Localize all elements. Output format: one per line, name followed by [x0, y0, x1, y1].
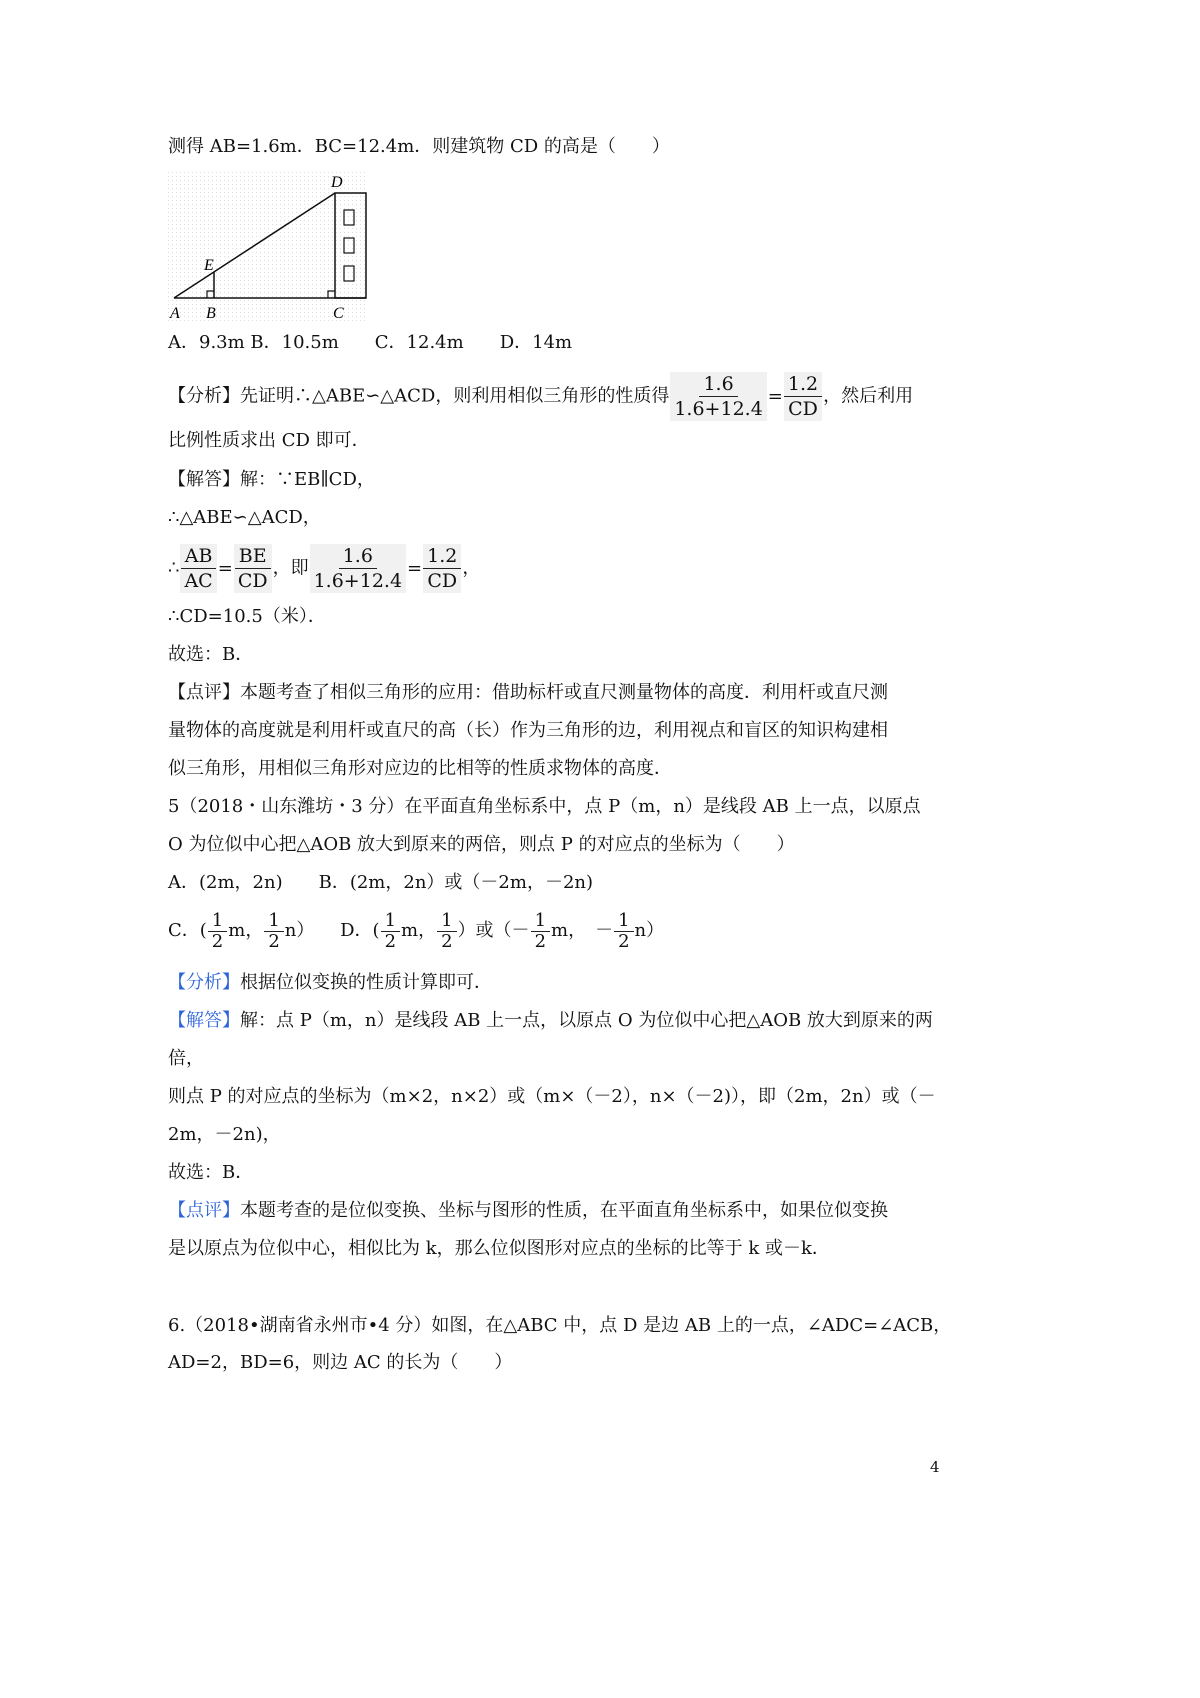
- q5-options-ab: A．(2m，2n) B．(2m，2n）或（－2m，－2n): [168, 872, 594, 893]
- q4-solution-l4: ∴CD=10.5（米）．: [168, 606, 326, 627]
- q4-review-l3: 似三角形，用相似三角形对应边的比相等的性质求物体的高度．: [168, 758, 672, 779]
- fraction: $\frac{1.2}{CD}$: [784, 372, 822, 421]
- q4-answer: 故选：B．: [168, 644, 254, 665]
- label-A: A: [170, 305, 180, 322]
- q5-analysis: 【分析】根据位似变换的性质计算即可．: [168, 972, 492, 993]
- label-E: E: [204, 257, 214, 274]
- fraction: $\frac{1.6}{1.6+12.4}$: [670, 372, 766, 421]
- page-number: 4: [930, 1458, 940, 1476]
- q4-stem: 测得 AB=1.6m．BC=12.4m．则建筑物 CD 的高是（ ）: [168, 136, 670, 157]
- q5-solution-l3: 则点 P 的对应点的坐标为（m×2，n×2）或（m×（－2），n×（－2)），即（2m，2n）或（－: [168, 1086, 936, 1107]
- q4-analysis-line2: 比例性质求出 CD 即可．: [168, 430, 370, 451]
- q4-solution-l3: ∴ $\frac{AB}{AC}$ = $\frac{BE}{CD}$ ，即 $\frac{1.6}{1.6+12.4}$ = $\frac{1.2}{CD}$ ，: [168, 545, 481, 592]
- q4-review-l2: 量物体的高度就是利用杆或直尺的高（长）作为三角形的边，利用视点和盲区的知识构建相: [168, 720, 888, 741]
- q5-stem-l2: O 为位似中心把△AOB 放大到原来的两倍，则点 P 的对应点的坐标为（ ）: [168, 834, 795, 855]
- q6-stem-l1: 6.（2018•湖南省永州市•4 分）如图，在△ABC 中，点 D 是边 AB 上的一点，∠ADC=∠ACB，: [168, 1315, 952, 1336]
- q6-stem-l2: AD=2，BD=6，则边 AC 的长为（ ）: [168, 1352, 513, 1373]
- label-B: B: [206, 305, 216, 322]
- q4-solution-l2: ∴△ABE∽△ACD，: [168, 507, 321, 528]
- q4-review-l1: 【点评】本题考查了相似三角形的应用：借助标杆或直尺测量物体的高度．利用杆或直尺测: [168, 682, 888, 703]
- q5-review-l1: 【点评】本题考查的是位似变换、坐标与图形的性质，在平面直角坐标系中，如果位似变换: [168, 1200, 888, 1221]
- q5-solution-l2: 倍，: [168, 1048, 204, 1069]
- q5-stem-l1: 5（2018・山东潍坊・3 分）在平面直角坐标系中，点 P（m，n）是线段 AB 上一点，以原点: [168, 796, 921, 817]
- label-D: D: [331, 174, 343, 191]
- q4-options: A．9.3m B．10.5m C．12.4m D．14m: [168, 332, 573, 353]
- q5-answer: 故选：B．: [168, 1162, 254, 1183]
- label-C: C: [333, 305, 344, 322]
- q5-solution-l1: 【解答】解：点 P（m，n）是线段 AB 上一点，以原点 O 为位似中心把△AOB 放大到原来的两: [168, 1010, 933, 1031]
- q5-review-l2: 是以原点为位似中心，相似比为 k，那么位似图形对应点的坐标的比等于 k 或－k．: [168, 1238, 830, 1259]
- q5-solution-l4: 2m，－2n)，: [168, 1124, 281, 1145]
- q4-analysis: 【分析】先证明∴△ABE∽△ACD，则利用相似三角形的性质得 $\frac{1.6}{1.6+12.4}$ = $\frac{1.2}{CD}$ ，然后利用: [168, 373, 914, 420]
- q5-options-cd: C．( $\frac{1}{2}$ m， $\frac{1}{2}$ n） D．( $\frac{1}{2}$ m， $\frac{1}{2}$ ）或（－ $\frac{1}{2}$ m， － $\frac{1}{2}$ n）: [168, 909, 665, 952]
- q4-solution-l1: 【解答】解：∵EB∥CD，: [168, 469, 375, 490]
- triangle-building-diagram: [168, 172, 368, 322]
